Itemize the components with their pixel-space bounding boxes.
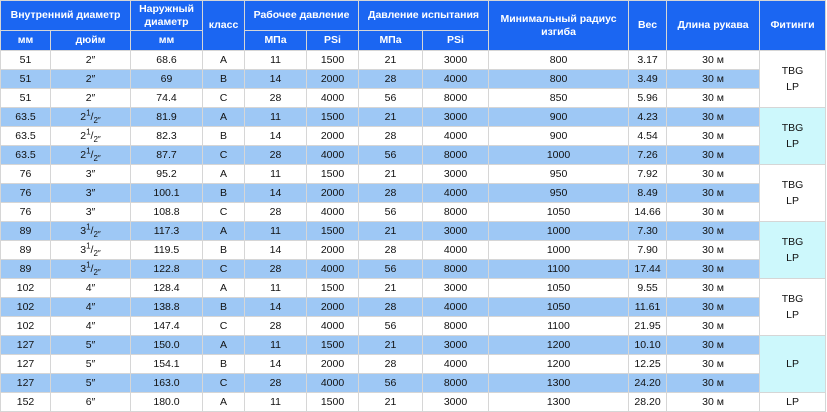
header-min-bend-radius: Минимальный радиус изгиба (489, 1, 629, 51)
cell-mm: 127 (1, 355, 51, 374)
table-row (1, 317, 826, 336)
table-row (1, 241, 826, 260)
cell-length: 30 м (667, 374, 760, 393)
cell-test-mpa: 21 (359, 279, 423, 298)
cell-working-mpa: 28 (245, 317, 307, 336)
cell-length: 30 м (667, 203, 760, 222)
table-row (1, 298, 826, 317)
cell-inch: 5″ (51, 336, 131, 355)
cell-bend-radius: 1200 (489, 336, 629, 355)
fitting-line: LP (786, 138, 799, 150)
cell-outer-diameter: 82.3 (131, 127, 203, 146)
cell-outer-diameter: 68.6 (131, 51, 203, 70)
fitting-line: LP (786, 252, 799, 264)
cell-outer-diameter: 74.4 (131, 89, 203, 108)
cell-outer-diameter: 163.0 (131, 374, 203, 393)
fitting-line: LP (786, 396, 799, 408)
cell-weight: 24.20 (629, 374, 667, 393)
cell-test-psi: 4000 (423, 355, 489, 374)
cell-length: 30 м (667, 146, 760, 165)
cell-bend-radius: 900 (489, 127, 629, 146)
cell-inch: $2^1/_{2''}$ (51, 146, 131, 165)
cell-test-mpa: 56 (359, 260, 423, 279)
cell-working-mpa: 11 (245, 279, 307, 298)
cell-fittings (760, 222, 826, 279)
cell-working-psi: 2000 (307, 355, 359, 374)
cell-outer-diameter: 180.0 (131, 393, 203, 412)
cell-length: 30 м (667, 89, 760, 108)
cell-test-psi: 4000 (423, 184, 489, 203)
fitting-line: TBG (781, 122, 804, 134)
cell-test-psi: 8000 (423, 203, 489, 222)
cell-outer-diameter: 100.1 (131, 184, 203, 203)
cell-mm: 63.5 (1, 146, 51, 165)
cell-working-psi: 1500 (307, 108, 359, 127)
cell-bend-radius: 1050 (489, 279, 629, 298)
fitting-line: TBG (781, 293, 804, 305)
cell-mm: 152 (1, 393, 51, 412)
cell-working-mpa: 11 (245, 108, 307, 127)
cell-class: C (203, 89, 245, 108)
cell-test-psi: 3000 (423, 51, 489, 70)
cell-mm: 63.5 (1, 108, 51, 127)
cell-inch: $2^1/_{2''}$ (51, 127, 131, 146)
cell-working-psi: 1500 (307, 51, 359, 70)
fitting-line: LP (786, 195, 799, 207)
cell-working-mpa: 11 (245, 165, 307, 184)
cell-length: 30 м (667, 355, 760, 374)
cell-inch: $2^1/_{2''}$ (51, 108, 131, 127)
cell-weight: 21.95 (629, 317, 667, 336)
cell-length: 30 м (667, 393, 760, 412)
cell-class: B (203, 70, 245, 89)
cell-working-psi: 2000 (307, 127, 359, 146)
cell-working-psi: 2000 (307, 298, 359, 317)
cell-working-psi: 1500 (307, 165, 359, 184)
cell-weight: 3.17 (629, 51, 667, 70)
cell-weight: 9.55 (629, 279, 667, 298)
cell-length: 30 м (667, 336, 760, 355)
cell-test-mpa: 21 (359, 393, 423, 412)
cell-mm: 89 (1, 241, 51, 260)
fitting-line: LP (786, 309, 799, 321)
cell-class: A (203, 279, 245, 298)
cell-weight: 4.54 (629, 127, 667, 146)
cell-fittings (760, 279, 826, 336)
cell-test-mpa: 21 (359, 336, 423, 355)
table-row (1, 89, 826, 108)
cell-test-mpa: 56 (359, 89, 423, 108)
cell-class: C (203, 203, 245, 222)
cell-inch: $3^1/_{2''}$ (51, 222, 131, 241)
cell-length: 30 м (667, 241, 760, 260)
header-hose-length: Длина рукава (667, 1, 760, 51)
cell-length: 30 м (667, 127, 760, 146)
cell-weight: 14.66 (629, 203, 667, 222)
cell-test-mpa: 28 (359, 298, 423, 317)
cell-inch: 4″ (51, 317, 131, 336)
cell-working-mpa: 28 (245, 260, 307, 279)
cell-working-mpa: 28 (245, 146, 307, 165)
cell-working-mpa: 28 (245, 203, 307, 222)
table-row (1, 146, 826, 165)
cell-test-psi: 3000 (423, 393, 489, 412)
cell-fittings (760, 51, 826, 108)
cell-working-psi: 4000 (307, 260, 359, 279)
cell-mm: 102 (1, 317, 51, 336)
cell-inch: 3″ (51, 184, 131, 203)
cell-length: 30 м (667, 51, 760, 70)
cell-bend-radius: 1000 (489, 146, 629, 165)
subheader-working-psi: PSi (307, 31, 359, 51)
header-test-pressure: Давление испытания (359, 1, 489, 31)
cell-class: A (203, 336, 245, 355)
cell-length: 30 м (667, 70, 760, 89)
cell-mm: 76 (1, 203, 51, 222)
cell-test-mpa: 21 (359, 51, 423, 70)
cell-outer-diameter: 122.8 (131, 260, 203, 279)
table-row (1, 70, 826, 89)
cell-test-mpa: 56 (359, 317, 423, 336)
fitting-line: LP (786, 81, 799, 93)
cell-weight: 7.90 (629, 241, 667, 260)
cell-bend-radius: 800 (489, 51, 629, 70)
cell-working-psi: 2000 (307, 241, 359, 260)
cell-inch: 5″ (51, 374, 131, 393)
cell-bend-radius: 900 (489, 108, 629, 127)
cell-test-mpa: 21 (359, 165, 423, 184)
table-row (1, 336, 826, 355)
cell-inch: 6″ (51, 393, 131, 412)
cell-working-mpa: 11 (245, 336, 307, 355)
cell-length: 30 м (667, 165, 760, 184)
cell-working-mpa: 14 (245, 241, 307, 260)
cell-class: B (203, 355, 245, 374)
cell-inch: 5″ (51, 355, 131, 374)
cell-weight: 17.44 (629, 260, 667, 279)
cell-bend-radius: 1200 (489, 355, 629, 374)
cell-class: B (203, 127, 245, 146)
fitting-line: TBG (781, 65, 804, 77)
cell-test-psi: 8000 (423, 317, 489, 336)
cell-mm: 89 (1, 222, 51, 241)
cell-mm: 102 (1, 298, 51, 317)
cell-working-mpa: 11 (245, 222, 307, 241)
table-row (1, 279, 826, 298)
subheader-test-psi: PSi (423, 31, 489, 51)
cell-outer-diameter: 128.4 (131, 279, 203, 298)
cell-weight: 4.23 (629, 108, 667, 127)
cell-length: 30 м (667, 279, 760, 298)
cell-bend-radius: 850 (489, 89, 629, 108)
cell-length: 30 м (667, 222, 760, 241)
cell-working-psi: 4000 (307, 146, 359, 165)
cell-outer-diameter: 81.9 (131, 108, 203, 127)
cell-test-mpa: 56 (359, 146, 423, 165)
cell-test-mpa: 28 (359, 355, 423, 374)
cell-weight: 5.96 (629, 89, 667, 108)
cell-class: B (203, 298, 245, 317)
cell-length: 30 м (667, 298, 760, 317)
cell-mm: 76 (1, 165, 51, 184)
cell-working-mpa: 28 (245, 89, 307, 108)
cell-class: C (203, 146, 245, 165)
table-row (1, 374, 826, 393)
cell-working-psi: 1500 (307, 393, 359, 412)
cell-test-psi: 3000 (423, 165, 489, 184)
cell-inch: $3^1/_{2''}$ (51, 260, 131, 279)
cell-working-psi: 2000 (307, 70, 359, 89)
cell-class: A (203, 108, 245, 127)
cell-test-mpa: 28 (359, 241, 423, 260)
table-row (1, 355, 826, 374)
table-row (1, 51, 826, 70)
cell-inch: 3″ (51, 203, 131, 222)
header-class: класс (203, 1, 245, 51)
cell-working-psi: 4000 (307, 317, 359, 336)
cell-outer-diameter: 95.2 (131, 165, 203, 184)
cell-bend-radius: 1050 (489, 298, 629, 317)
cell-bend-radius: 1000 (489, 222, 629, 241)
cell-mm: 89 (1, 260, 51, 279)
cell-fittings (760, 165, 826, 222)
cell-inch: 2″ (51, 70, 131, 89)
cell-weight: 7.30 (629, 222, 667, 241)
header-weight: Вес (629, 1, 667, 51)
cell-bend-radius: 1300 (489, 393, 629, 412)
cell-weight: 28.20 (629, 393, 667, 412)
cell-working-psi: 4000 (307, 374, 359, 393)
cell-class: C (203, 374, 245, 393)
cell-inch: 4″ (51, 298, 131, 317)
cell-test-psi: 8000 (423, 89, 489, 108)
cell-test-psi: 4000 (423, 241, 489, 260)
cell-mm: 63.5 (1, 127, 51, 146)
subheader-working-mpa: МПа (245, 31, 307, 51)
cell-working-mpa: 11 (245, 51, 307, 70)
header-fittings: Фитинги (760, 1, 826, 51)
cell-bend-radius: 800 (489, 70, 629, 89)
cell-mm: 76 (1, 184, 51, 203)
cell-outer-diameter: 69 (131, 70, 203, 89)
cell-outer-diameter: 147.4 (131, 317, 203, 336)
cell-test-psi: 3000 (423, 279, 489, 298)
cell-working-mpa: 28 (245, 374, 307, 393)
cell-class: A (203, 393, 245, 412)
cell-mm: 102 (1, 279, 51, 298)
cell-mm: 127 (1, 336, 51, 355)
cell-test-mpa: 21 (359, 222, 423, 241)
cell-class: A (203, 165, 245, 184)
cell-weight: 7.92 (629, 165, 667, 184)
cell-mm: 51 (1, 70, 51, 89)
cell-working-mpa: 14 (245, 355, 307, 374)
cell-working-psi: 4000 (307, 89, 359, 108)
table-row (1, 203, 826, 222)
cell-test-mpa: 28 (359, 127, 423, 146)
cell-outer-diameter: 138.8 (131, 298, 203, 317)
cell-test-mpa: 28 (359, 70, 423, 89)
subheader-outer-mm: мм (131, 31, 203, 51)
cell-bend-radius: 1100 (489, 260, 629, 279)
cell-class: C (203, 260, 245, 279)
cell-length: 30 м (667, 108, 760, 127)
cell-bend-radius: 1000 (489, 241, 629, 260)
cell-working-mpa: 14 (245, 184, 307, 203)
cell-bend-radius: 1050 (489, 203, 629, 222)
cell-test-psi: 3000 (423, 336, 489, 355)
cell-outer-diameter: 117.3 (131, 222, 203, 241)
cell-working-mpa: 14 (245, 127, 307, 146)
cell-weight: 12.25 (629, 355, 667, 374)
cell-mm: 51 (1, 51, 51, 70)
cell-test-psi: 4000 (423, 70, 489, 89)
cell-test-psi: 4000 (423, 127, 489, 146)
cell-fittings (760, 108, 826, 165)
cell-weight: 7.26 (629, 146, 667, 165)
cell-bend-radius: 950 (489, 184, 629, 203)
cell-inch: $3^1/_{2''}$ (51, 241, 131, 260)
fitting-line: TBG (781, 236, 804, 248)
cell-mm: 51 (1, 89, 51, 108)
cell-class: A (203, 51, 245, 70)
subheader-test-mpa: МПа (359, 31, 423, 51)
fitting-line: TBG (781, 179, 804, 191)
cell-class: B (203, 184, 245, 203)
cell-working-psi: 1500 (307, 279, 359, 298)
cell-weight: 11.61 (629, 298, 667, 317)
cell-test-psi: 4000 (423, 298, 489, 317)
cell-test-psi: 8000 (423, 260, 489, 279)
subheader-mm: мм (1, 31, 51, 51)
cell-length: 30 м (667, 260, 760, 279)
cell-working-psi: 4000 (307, 203, 359, 222)
cell-outer-diameter: 150.0 (131, 336, 203, 355)
cell-outer-diameter: 154.1 (131, 355, 203, 374)
cell-test-psi: 3000 (423, 108, 489, 127)
cell-inch: 2″ (51, 51, 131, 70)
cell-working-mpa: 14 (245, 70, 307, 89)
cell-fittings (760, 336, 826, 393)
cell-mm: 127 (1, 374, 51, 393)
cell-bend-radius: 1300 (489, 374, 629, 393)
cell-inch: 3″ (51, 165, 131, 184)
cell-bend-radius: 950 (489, 165, 629, 184)
fitting-line: LP (786, 358, 799, 370)
cell-weight: 10.10 (629, 336, 667, 355)
table-row (1, 108, 826, 127)
table-row (1, 260, 826, 279)
cell-length: 30 м (667, 184, 760, 203)
cell-outer-diameter: 87.7 (131, 146, 203, 165)
cell-bend-radius: 1100 (489, 317, 629, 336)
table-row (1, 184, 826, 203)
cell-test-psi: 8000 (423, 146, 489, 165)
cell-test-mpa: 56 (359, 203, 423, 222)
cell-working-mpa: 14 (245, 298, 307, 317)
subheader-inch: дюйм (51, 31, 131, 51)
cell-weight: 8.49 (629, 184, 667, 203)
cell-inch: 4″ (51, 279, 131, 298)
table-row (1, 222, 826, 241)
table-row (1, 127, 826, 146)
cell-outer-diameter: 119.5 (131, 241, 203, 260)
cell-test-psi: 3000 (423, 222, 489, 241)
cell-length: 30 м (667, 317, 760, 336)
cell-weight: 3.49 (629, 70, 667, 89)
cell-test-mpa: 56 (359, 374, 423, 393)
cell-working-mpa: 11 (245, 393, 307, 412)
cell-test-mpa: 28 (359, 184, 423, 203)
table-row (1, 165, 826, 184)
cell-inch: 2″ (51, 89, 131, 108)
cell-working-psi: 1500 (307, 336, 359, 355)
cell-working-psi: 1500 (307, 222, 359, 241)
header-outer-diameter: Наружный диаметр (131, 1, 203, 31)
cell-test-psi: 8000 (423, 374, 489, 393)
cell-class: A (203, 222, 245, 241)
cell-class: C (203, 317, 245, 336)
cell-class: B (203, 241, 245, 260)
cell-outer-diameter: 108.8 (131, 203, 203, 222)
cell-test-mpa: 21 (359, 108, 423, 127)
header-inner-diameter: Внутренний диаметр (1, 1, 131, 31)
cell-working-psi: 2000 (307, 184, 359, 203)
header-working-pressure: Рабочее давление (245, 1, 359, 31)
